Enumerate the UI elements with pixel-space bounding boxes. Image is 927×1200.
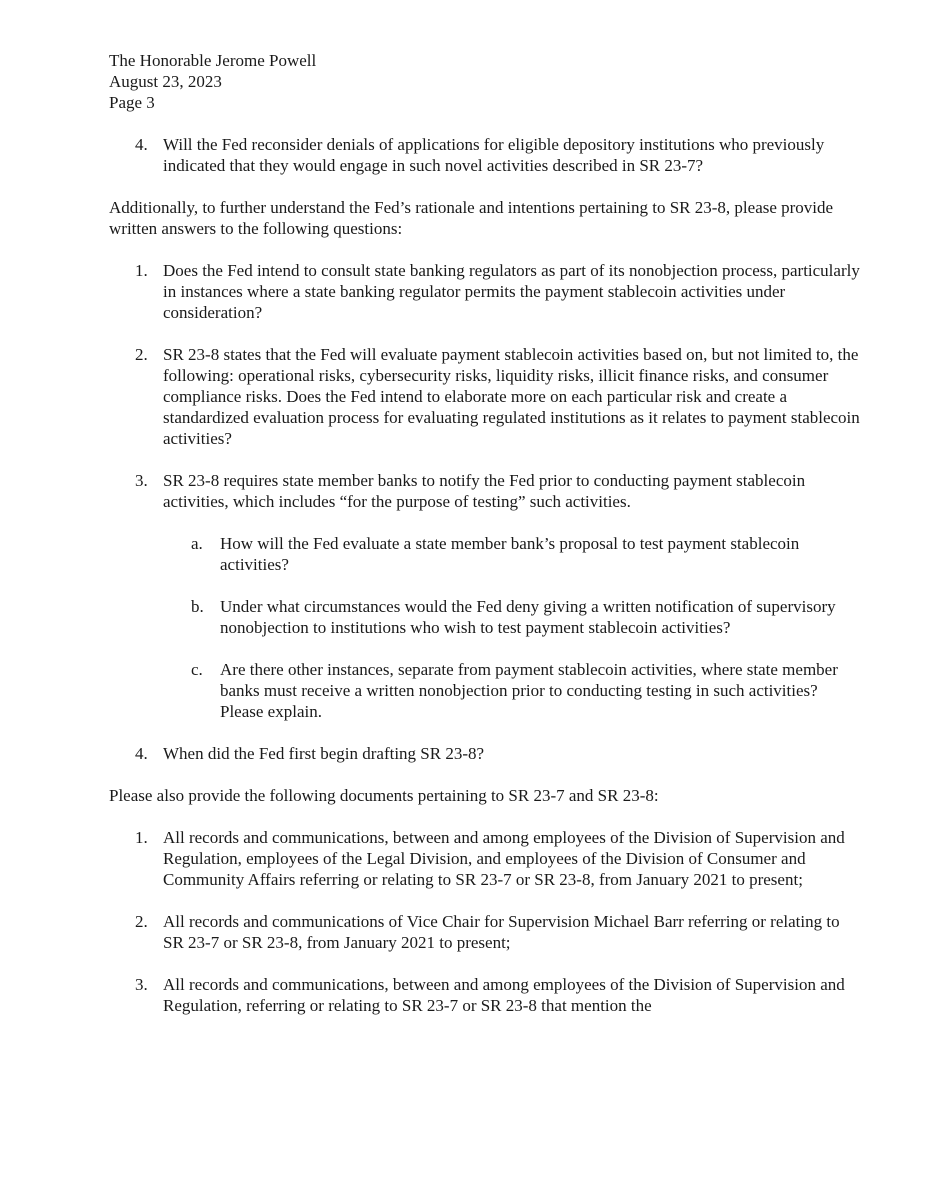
list-item-text: Will the Fed reconsider denials of applications for eligible depository institutions who previously indicated that they would engage in such novel activities described in SR 23-7? [163, 135, 825, 175]
list-item-doc-3 [109, 974, 860, 1016]
list-marker: b. [191, 597, 204, 616]
list-marker: 1. [135, 828, 148, 847]
recipient-name: The Honorable Jerome Powell [109, 51, 317, 70]
letter-date: August 23, 2023 [109, 72, 222, 91]
list-marker: a. [191, 534, 203, 553]
page-number: Page 3 [109, 93, 155, 112]
list-item-text: How will the Fed evaluate a state member bank’s proposal to test payment stablecoin activities? [220, 534, 800, 574]
list-marker: 2. [135, 345, 148, 364]
list-item-text: Under what circumstances would the Fed deny giving a written notification of supervisory nonobjection to institutions who wish to test payment stablecoin activities? [220, 597, 836, 637]
list-item-text: All records and communications, between and among employees of the Division of Supervision and Regulation, employees of the Legal Division, and employees of the Division of Consumer and Community Affairs referring or relating to SR 23-7 or SR 23-8, from January 2021 to present; [163, 828, 845, 889]
list-item-sr238-q3a [109, 533, 860, 575]
list-marker: 4. [135, 135, 148, 154]
list-item-sr238-q3b [109, 596, 860, 638]
list-marker: 3. [135, 975, 148, 994]
list-marker: 1. [135, 261, 148, 280]
list-item-sr238-q3 [109, 470, 860, 512]
list-item-sr238-q1 [109, 260, 860, 323]
list-marker: 2. [135, 912, 148, 931]
list-item-text: Does the Fed intend to consult state banking regulators as part of its nonobjection process, particularly in instances where a state banking regulator permits the payment stablecoin activities under consideration? [163, 261, 860, 322]
documents-intro-paragraph: Please also provide the following documents pertaining to SR 23-7 and SR 23-8: [109, 786, 659, 805]
list-item-text: Are there other instances, separate from payment stablecoin activities, where state member banks must receive a written nonobjection prior to conducting testing in such activities? Please explain. [220, 660, 838, 721]
sr238-intro-paragraph: Additionally, to further understand the Fed’s rationale and intentions pertaining to SR 23-8, please provide written answers to the following questions: [109, 198, 834, 238]
list-item-sr238-q4 [109, 743, 860, 764]
list-item-text: SR 23-8 requires state member banks to notify the Fed prior to conducting payment stablecoin activities, which includes “for the purpose of testing” such activities. [163, 471, 806, 511]
list-marker: 4. [135, 744, 148, 763]
list-item-text: All records and communications, between and among employees of the Division of Supervision and Regulation, referring or relating to SR 23-7 or SR 23-8 that mention the [163, 975, 845, 1015]
list-item-text: All records and communications of Vice Chair for Supervision Michael Barr referring or relating to SR 23-7 or SR 23-8, from January 2021 to present; [163, 912, 840, 952]
list-item-doc-2 [109, 911, 860, 953]
letter-header [109, 50, 860, 113]
list-item-sr237-q4 [109, 134, 860, 176]
list-marker: c. [191, 660, 203, 679]
list-item-doc-1 [109, 827, 860, 890]
list-item-text: When did the Fed first begin drafting SR 23-8? [163, 744, 485, 763]
list-item-sr238-q2 [109, 344, 860, 449]
list-item-text: SR 23-8 states that the Fed will evaluate payment stablecoin activities based on, but not limited to, the following: operational risks, cybersecurity risks, liquidity risks, illicit finance risks, and consumer compliance risks. Does the Fed intend to elaborate more on each particular risk and create a standardized evaluation process for evaluating regulated institutions as it relates to payment stablecoin activities? [163, 345, 860, 448]
list-marker: 3. [135, 471, 148, 490]
list-item-sr238-q3c [109, 659, 860, 722]
